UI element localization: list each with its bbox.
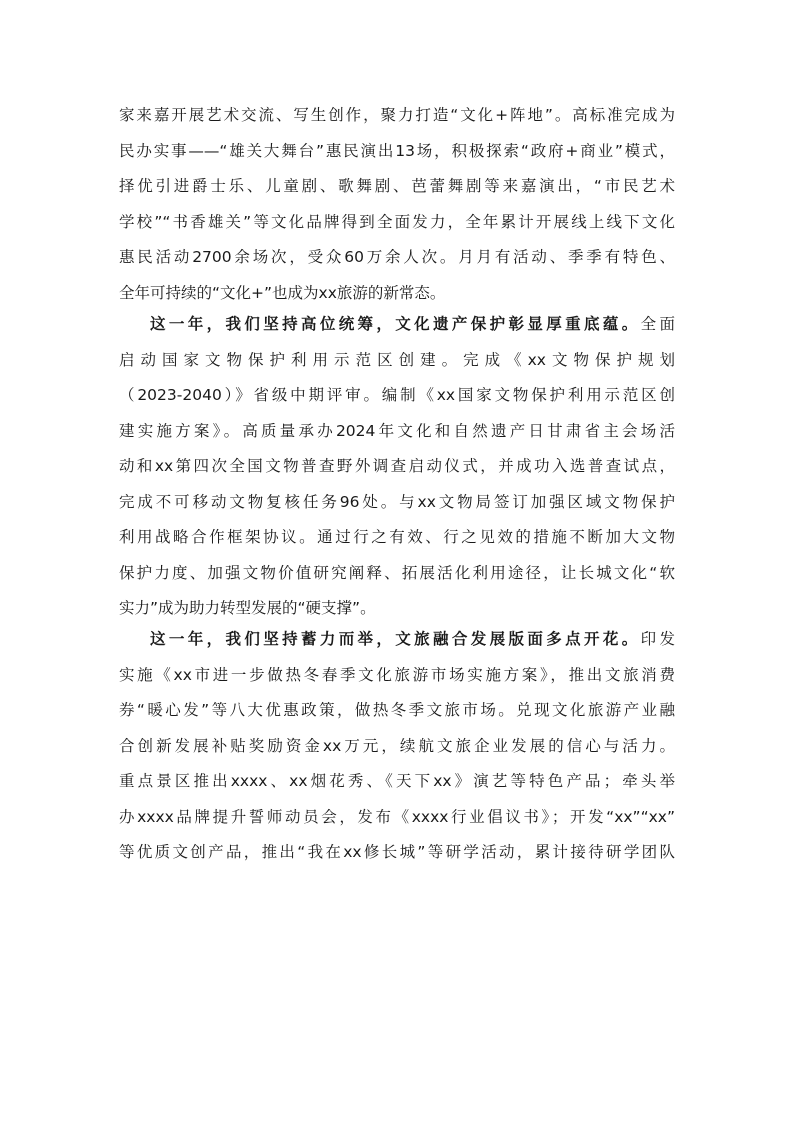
lead-sentence: 这一年，我们坚持蓄力而举，文旅融合发展版面多点开花。 [150, 630, 641, 648]
text-line: 券“暖心发”等八大优惠政策，做热冬季文旅市场。兑现文化旅游产业融 [119, 701, 675, 719]
text-line: 重点景区推出xxxx、xx烟花秀、《天下xx》演艺等特色产品；牵头举 [119, 772, 675, 790]
text-line: 实施《xx市进一步做热冬春季文化旅游市场实施方案》，推出文旅消费 [119, 665, 675, 684]
text-line: （2023-2040）》省级中期评审。编制《xx国家文物保护利用示范区创 [119, 386, 675, 404]
text-line: 启动国家文物保护利用示范区创建。完成《xx文物保护规划 [119, 350, 675, 369]
text-line: 家来嘉开展艺术交流、写生创作，聚力打造“文化+阵地”。高标准完成为 [119, 106, 675, 124]
text-line: 择优引进爵士乐、儿童剧、歌舞剧、芭蕾舞剧等来嘉演出，“市民艺术 [119, 177, 675, 195]
text-line: 动和xx第四次全国文物普查野外调查启动仪式，并成功入选普查试点， [119, 457, 675, 475]
text-line: 利用战略合作框架协议。通过行之有效、行之见效的措施不断加大文物 [119, 528, 675, 546]
lead-rest: 全面 [640, 315, 675, 333]
text-line: 全年可持续的“文化+”也成为xx旅游的新常态。 [119, 283, 446, 302]
paragraph-culture-plus [119, 98, 675, 311]
text-line: 办xxxx品牌提升誓师动员会，发布《xxxx行业倡议书》；开发“xx”“xx” [119, 807, 675, 826]
text-line: 民办实事——“雄关大舞台”惠民演出13场，积极探索“政府+商业”模式， [119, 141, 675, 160]
text-line: 合创新发展补贴奖励资金xx万元，续航文旅企业发展的信心与活力。 [119, 736, 675, 755]
paragraph-lead-line [119, 307, 675, 343]
lead-sentence: 这一年，我们坚持高位统筹，文化遗产保护彰显厚重底蕴。 [150, 315, 641, 333]
text-line: 实力”成为助力转型发展的“硬支撑”。 [119, 599, 376, 617]
text-line: 惠民活动2700余场次，受众60万余人次。月月有活动、季季有特色、 [119, 248, 675, 266]
text-line: 建实施方案》。高质量承办2024年文化和自然遗产日甘肃省主会场活 [119, 421, 675, 440]
lead-rest: 印发 [640, 630, 675, 648]
paragraph-lead-line [119, 622, 675, 658]
text-line: 保护力度、加强文物价值研究阐释、拓展活化利用途径，让长城文化“软 [119, 563, 675, 582]
paragraph-culture-tourism-integration [119, 622, 675, 871]
text-line: 学校”“书香雄关”等文化品牌得到全面发力，全年累计开展线上线下文化 [119, 212, 675, 231]
paragraph-heritage-protection [119, 307, 675, 627]
text-line: 完成不可移动文物复核任务96处。与xx文物局签订加强区域文物保护 [119, 492, 675, 511]
text-line: 等优质文创产品，推出“我在xx修长城”等研学活动，累计接待研学团队 [119, 843, 675, 861]
